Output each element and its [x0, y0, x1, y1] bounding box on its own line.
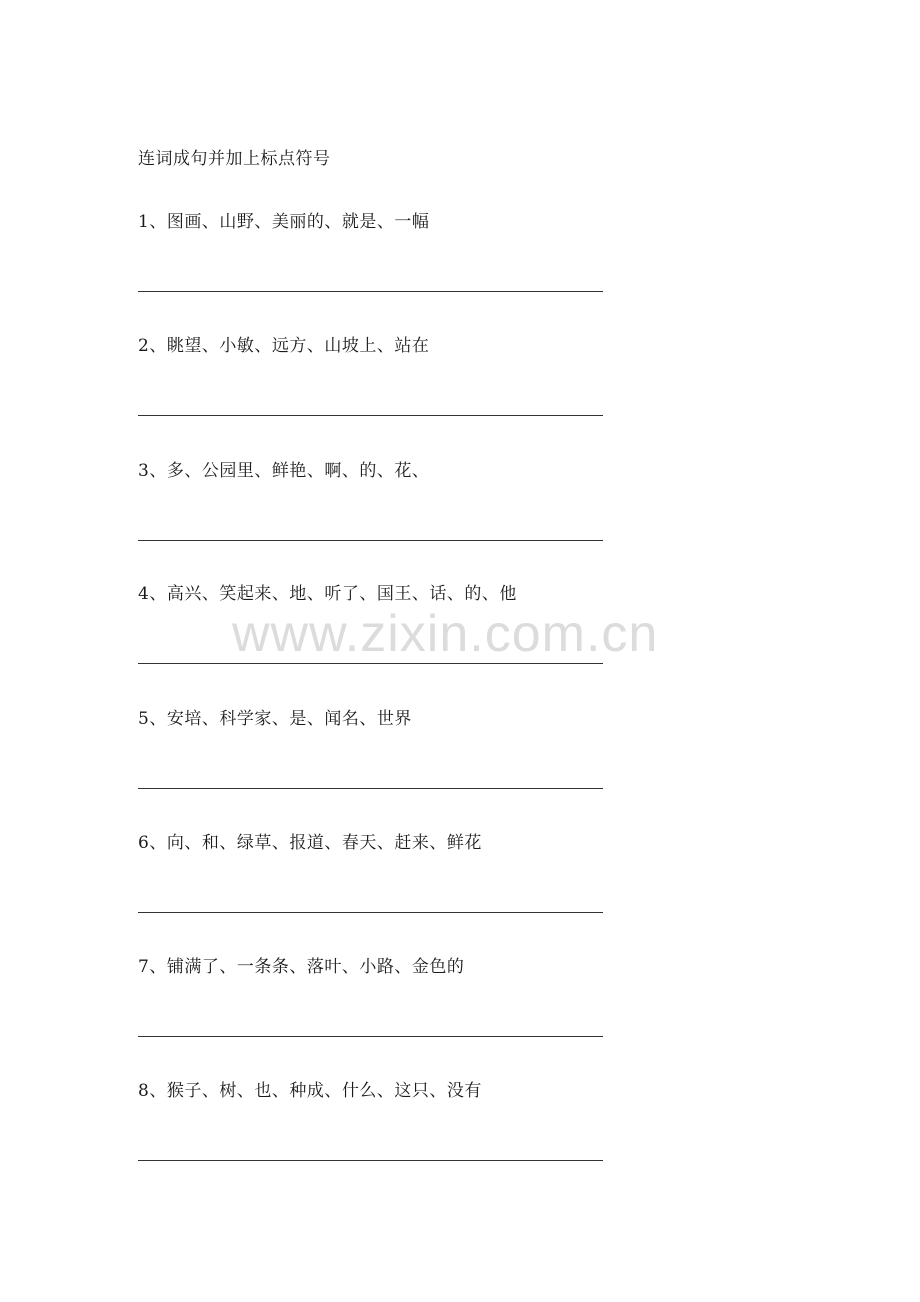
- exercise-prompt: 4、高兴、笑起来、地、听了、国王、话、的、他: [138, 584, 517, 604]
- exercise-item-8: [138, 1080, 608, 1180]
- answer-line: [138, 540, 603, 541]
- exercise-prompt: 2、眺望、小敏、远方、山坡上、站在: [138, 336, 430, 356]
- exercise-prompt: 3、多、公园里、鲜艳、啊、的、花、: [138, 461, 430, 481]
- exercise-prompt: 5、安培、科学家、是、闻名、世界: [138, 709, 412, 729]
- answer-line: [138, 1160, 603, 1161]
- exercise-prompt: 8、猴子、树、也、种成、什么、这只、没有: [138, 1081, 482, 1101]
- exercise-prompt: 6、向、和、绿草、报道、春天、赶来、鲜花: [138, 833, 482, 853]
- answer-line: [138, 1036, 603, 1037]
- exercise-item-7: [138, 956, 608, 1056]
- watermark: www.zixin.com.cn: [232, 605, 659, 663]
- answer-line: [138, 415, 603, 416]
- answer-line: [138, 663, 603, 664]
- worksheet-title: 连词成句并加上标点符号: [138, 149, 331, 169]
- exercise-item-6: [138, 832, 608, 932]
- exercise-item-1: [138, 211, 608, 311]
- exercise-item-5: [138, 708, 608, 808]
- answer-line: [138, 788, 603, 789]
- exercise-item-3: [138, 460, 608, 560]
- answer-line: [138, 291, 603, 292]
- exercise-item-4: [138, 583, 608, 683]
- exercise-item-2: [138, 335, 608, 435]
- exercise-prompt: 7、铺满了、一条条、落叶、小路、金色的: [138, 957, 465, 977]
- exercise-prompt: 1、图画、山野、美丽的、就是、一幅: [138, 212, 430, 232]
- answer-line: [138, 912, 603, 913]
